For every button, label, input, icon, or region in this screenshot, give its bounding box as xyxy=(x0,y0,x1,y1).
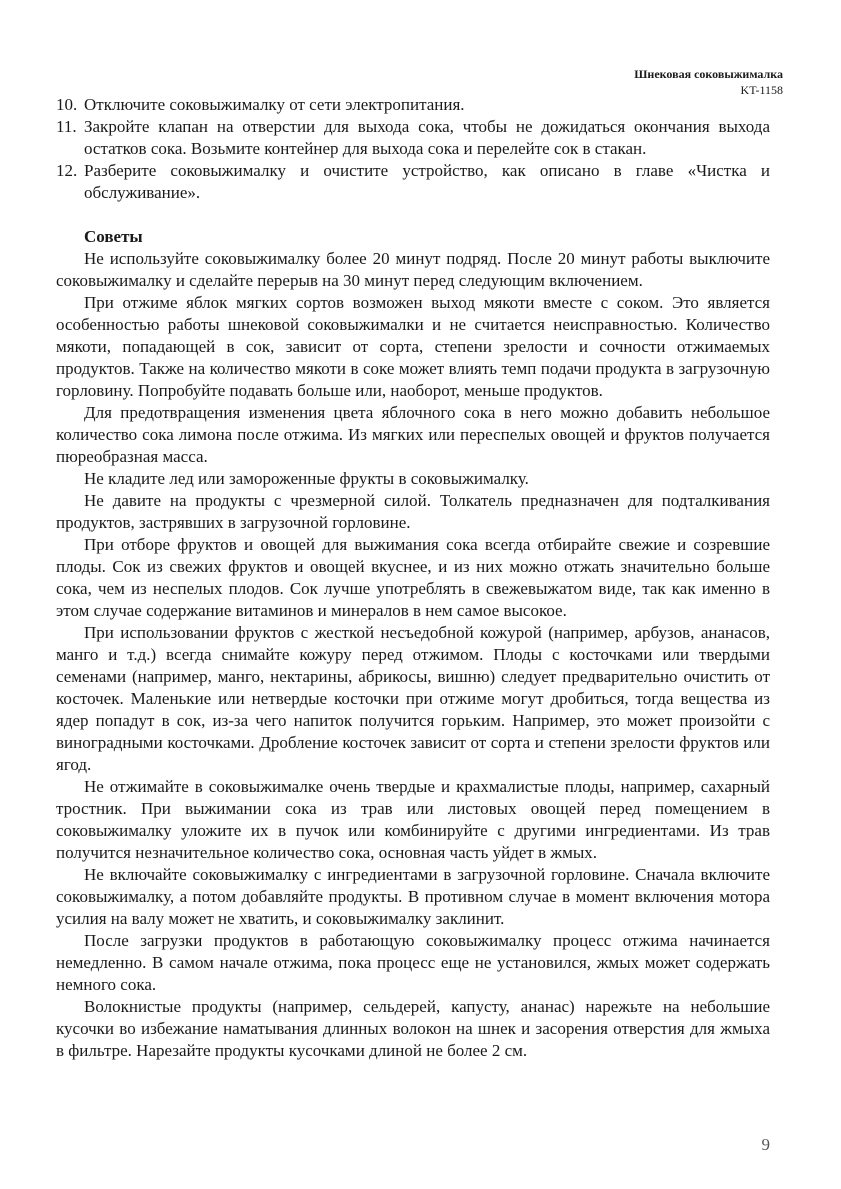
paragraph: Не давите на продукты с чрезмерной силой. Толкатель предназначен для подталкивания продуктов, застрявших в загрузочной горловине. xyxy=(56,491,770,532)
step-number: 10. xyxy=(56,95,78,114)
paragraph: После загрузки продуктов в работающую соковыжималку процесс отжима начинается немедленно. В самом начале отжима, пока процесс еще не установился, жмых может содержать немного сока. xyxy=(56,931,770,994)
list-item xyxy=(56,116,770,160)
list-item xyxy=(56,160,770,204)
page-content xyxy=(56,94,770,1062)
model-number: KT-1158 xyxy=(740,83,783,97)
paragraph: Не отжимайте в соковыжималке очень твердые и крахмалистые плоды, например, сахарный тростник. При выжимании сока из трав или листовых овощей перед помещением в соковыжималку уложите их в пучок или комбинируйте с другими ингредиентами. Из трав получится незначительное количество сока, основная часть уйдет в жмых. xyxy=(56,777,770,862)
step-text: Разберите соковыжималку и очистите устройство, как описано в главе «Чистка и обслуживание». xyxy=(84,161,770,202)
paragraph: Для предотвращения изменения цвета яблочного сока в него можно добавить небольшое количество сока лимона после отжима. Из мягких или переспелых овощей и фруктов получается пюреобразная масса. xyxy=(56,403,770,466)
document-title: Шнековая соковыжималка xyxy=(634,67,783,81)
section-heading: Советы xyxy=(84,227,143,246)
paragraph: Не используйте соковыжималку более 20 минут подряд. После 20 минут работы выключите соковыжималку и сделайте перерыв на 30 минут перед следующим включением. xyxy=(56,249,770,290)
paragraph: Не включайте соковыжималку с ингредиентами в загрузочной горловине. Сначала включите соковыжималку, а потом добавляйте продукты. В противном случае в момент включения мотора усилия на валу может не хватить, и соковыжималку заклинит. xyxy=(56,865,770,928)
paragraph: Волокнистые продукты (например, сельдерей, капусту, ананас) нарежьте на небольшие кусочки во избежание наматывания длинных волокон на шнек и засорения отверстия для жмыха в фильтре. Нарезайте продукты кусочками длиной не более 2 см. xyxy=(56,997,770,1060)
step-number: 11. xyxy=(56,117,77,136)
paragraph: При отборе фруктов и овощей для выжимания сока всегда отбирайте свежие и созревшие плоды. Сок из свежих фруктов и овощей вкуснее, и из них можно отжать значительно больше сока, чем из неспелых плодов. Сок лучше употреблять в свежевыжатом виде, так как именно в этом случае содержание витаминов и минералов в нем самое высокое. xyxy=(56,535,770,620)
step-text: Закройте клапан на отверстии для выхода сока, чтобы не дожидаться окончания выхода остатков сока. Возьмите контейнер для выхода сока и перелейте сок в стакан. xyxy=(84,117,770,158)
page-number: 9 xyxy=(761,1135,770,1154)
steps-list xyxy=(56,94,770,204)
step-number: 12. xyxy=(56,161,78,180)
paragraph: При отжиме яблок мягких сортов возможен выход мякоти вместе с соком. Это является особенностью работы шнековой соковыжималки и не считается неисправностью. Количество мякоти, попадающей в сок, зависит от сорта, степени зрелости и сочности отжимаемых продуктов. Также на количество мякоти в соке может влиять темп подачи продукта в загрузочную горловину. Попробуйте подавать больше или, наоборот, меньше продуктов. xyxy=(56,293,770,400)
step-text: Отключите соковыжималку от сети электропитания. xyxy=(84,95,465,114)
paragraph: При использовании фруктов с жесткой несъедобной кожурой (например, арбузов, ананасов, манго и т.д.) всегда снимайте кожуру перед отжимом. Плоды с косточками или твердыми семенами (например, манго, нектарины, абрикосы, вишню) следует предварительно очистить от косточек. Маленькие или нетвердые косточки при отжиме могут дробиться, тогда вещества из ядер попадут в сок, из-за чего напиток получится горьким. Например, это может произойти с виноградными косточками. Дробление косточек зависит от сорта и степени зрелости фруктов или ягод. xyxy=(56,623,770,774)
list-item xyxy=(56,94,770,116)
paragraph: Не кладите лед или замороженные фрукты в соковыжималку. xyxy=(84,469,529,488)
